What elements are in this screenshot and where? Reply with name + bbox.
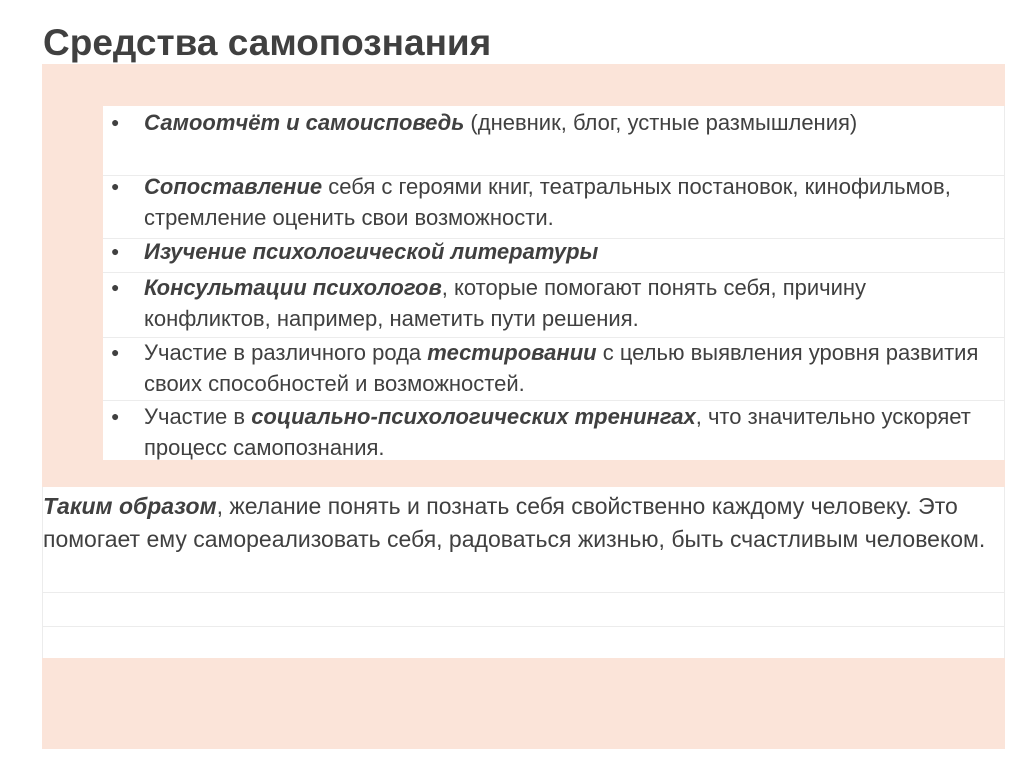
bullet-dot-icon: ●: [111, 408, 120, 424]
table-band-bottom: [42, 460, 1005, 487]
bullet-emphasis: тестировании: [427, 340, 597, 365]
bullet-dot-icon: ●: [111, 178, 120, 194]
conclusion-body: , желание понять и познать себя свойственно каждому человеку. Это помогает ему самореализовать себя, радоваться жизнью, быть счастливым человеком.: [43, 493, 986, 552]
conclusion-emphasis: Таким образом: [43, 493, 217, 519]
bullet-text: [144, 236, 983, 267]
bullet-dot-icon: ●: [111, 114, 120, 130]
bullet-dot-icon: ●: [111, 344, 120, 360]
bullet-emphasis: Изучение психологической литературы: [144, 239, 599, 264]
bullet-text: [144, 107, 983, 138]
bullet-text: [144, 337, 983, 399]
bullet-dot-icon: ●: [111, 279, 120, 295]
bullet-list: [103, 106, 1005, 460]
bullet-item-consultations: [103, 272, 983, 334]
bullet-emphasis: социально-психологических тренингах: [251, 404, 696, 429]
gridline: [42, 592, 1005, 593]
bullet-body: , что значительно ускоряет процесс самопознания.: [144, 404, 971, 460]
bullet-item-self-report: [103, 107, 983, 138]
conclusion-paragraph: [43, 490, 1003, 556]
gridline: [42, 626, 1005, 627]
bullet-emphasis: Сопоставление: [144, 174, 323, 199]
bullet-body: (дневник, блог, устные размышления): [464, 110, 858, 135]
table-band-top: [42, 64, 1005, 106]
bullet-dot-icon: ●: [111, 243, 120, 259]
bullet-body: , которые помогают понять себя, причину конфликтов, например, наметить пути решения.: [144, 275, 867, 331]
bullet-body: Участие в: [144, 404, 252, 429]
table-band-foot: [42, 658, 1005, 749]
table-band-left: [42, 106, 103, 460]
bullet-text: [144, 171, 983, 233]
bullet-text: [144, 272, 983, 334]
slide-title: Средства самопознания: [43, 22, 492, 63]
bullet-body: себя с героями книг, театральных постановок, кинофильмов, стремление оценить свои возможности.: [144, 174, 951, 230]
bullet-emphasis: Консультации психологов: [144, 275, 442, 300]
bullet-item-trainings: [103, 401, 983, 463]
bullet-body: Участие в различного рода: [144, 340, 428, 365]
bullet-item-literature: [103, 236, 983, 267]
bullet-item-testing: [103, 337, 983, 399]
bullet-item-comparison: [103, 171, 983, 233]
bullet-emphasis: Самоотчёт и самоисповедь: [144, 110, 465, 135]
bullet-text: [144, 401, 983, 463]
bullet-body: с целью выявления уровня развития своих способностей и возможностей.: [144, 340, 979, 396]
